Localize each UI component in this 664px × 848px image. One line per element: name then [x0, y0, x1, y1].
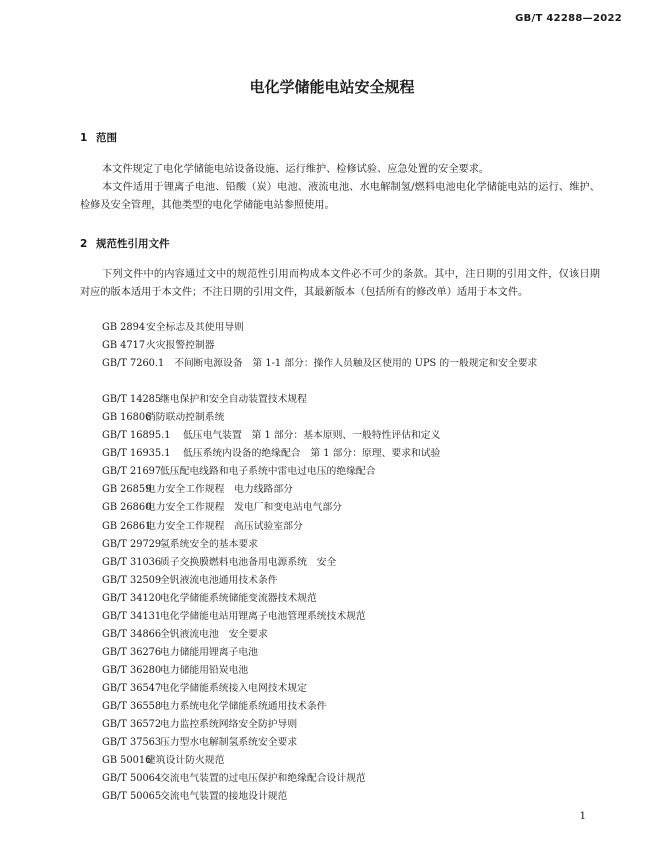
page-number: 1	[579, 811, 586, 822]
reference-title: 火灾报警控制器	[146, 340, 215, 352]
section-number: 2	[80, 238, 88, 250]
reference-code: GB/T 37563	[102, 737, 162, 749]
reference-code: GB/T 21697	[102, 466, 162, 478]
reference-item	[80, 319, 600, 337]
reference-item	[80, 590, 600, 608]
reference-item	[80, 391, 600, 409]
reference-item	[80, 427, 600, 445]
reference-title: 电力安全工作规程 发电厂和变电站电气部分	[146, 502, 342, 514]
reference-item	[80, 734, 600, 752]
reference-title: 低压系统内设备的绝缘配合 第 1 部分：原理、要求和试验	[183, 448, 441, 460]
standard-code: GB/T 42288—2022	[515, 13, 622, 24]
reference-code: GB/T 36558	[102, 700, 162, 712]
reference-title: 电力安全工作规程 高压试验室部分	[146, 520, 303, 532]
reference-title: 交流电气装置的接地设计规范	[160, 791, 288, 803]
reference-code: GB 2894	[102, 322, 146, 333]
reference-code: GB/T 14285	[102, 394, 162, 406]
reference-item	[80, 463, 600, 481]
scope-paragraph-1: 本文件规定了电化学储能电站设备设施、运行维护、检修试验、应急处置的安全要求。	[102, 164, 490, 175]
reference-code: GB/T 16895.1	[102, 430, 171, 442]
reference-code: GB/T 34866	[102, 628, 162, 640]
reference-item	[80, 716, 600, 734]
reference-item	[80, 355, 600, 391]
reference-code: GB/T 16935.1	[102, 448, 171, 460]
reference-code: GB/T 34131	[102, 610, 162, 622]
reference-item	[80, 644, 600, 662]
reference-title: 建筑设计防火规范	[146, 755, 225, 767]
reference-title: 电化学储能系统储能变流器技术规范	[160, 592, 317, 604]
section-heading-normative-references	[80, 236, 170, 251]
reference-title: 电化学储能电站用锂离子电池管理系统技术规范	[160, 610, 366, 622]
reference-code: GB/T 50064	[102, 773, 162, 785]
reference-item	[80, 481, 600, 499]
reference-title: 消防联动控制系统	[146, 412, 225, 424]
section-title: 范围	[96, 132, 117, 144]
reference-code: GB/T 36547	[102, 682, 162, 694]
reference-item	[80, 608, 600, 626]
reference-code: GB 4717	[102, 340, 146, 352]
references-intro-paragraph: 下列文件中的内容通过文中的规范性引用而构成本文件必不可少的条款。其中，注日期的引用文件，仅该日期对应的版本适用于本文件；不注日期的引用文件，其最新版本（包括所有的修改单）适用于本文件。	[80, 269, 600, 298]
reference-title: 全钒液流电池通用技术条件	[160, 574, 278, 586]
reference-item	[80, 572, 600, 590]
reference-item	[80, 698, 600, 716]
reference-item	[80, 626, 600, 644]
reference-code: GB/T 31036	[102, 556, 162, 568]
reference-code: GB 16806	[102, 412, 152, 424]
reference-title: 全钒液流电池 安全要求	[160, 628, 268, 640]
reference-item	[80, 680, 600, 698]
reference-item	[80, 788, 600, 806]
section-title: 规范性引用文件	[96, 238, 170, 250]
reference-item	[80, 752, 600, 770]
reference-title: 压力型水电解制氢系统安全要求	[160, 737, 298, 749]
reference-list	[80, 319, 600, 806]
reference-code: GB/T 36276	[102, 646, 162, 658]
reference-item	[80, 554, 600, 572]
reference-title: 电化学储能系统接入电网技术规定	[160, 682, 307, 694]
reference-code: GB 26860	[102, 502, 152, 514]
reference-code: GB 26861	[102, 520, 152, 532]
reference-item	[80, 445, 600, 463]
section-heading-scope	[80, 130, 117, 145]
reference-code: GB 26859	[102, 484, 152, 496]
section-number: 1	[80, 132, 88, 144]
reference-code: GB/T 32509	[102, 574, 162, 586]
scope-paragraph-2: 本文件适用于锂离子电池、铅酸（炭）电池、液流电池、水电解制氢/燃料电池电化学储能电站的运行、维护、检修及安全管理，其他类型的电化学储能电站参照使用。	[80, 182, 600, 211]
reference-title: 交流电气装置的过电压保护和绝缘配合设计规范	[160, 773, 366, 785]
reference-title: 安全标志及其使用导则	[146, 322, 244, 333]
reference-title: 电力储能用锂离子电池	[160, 646, 258, 658]
reference-item	[80, 662, 600, 680]
reference-title: 电力安全工作规程 电力线路部分	[146, 484, 293, 496]
reference-item	[80, 770, 600, 788]
reference-item	[80, 536, 600, 554]
reference-code: GB/T 7260.1	[102, 358, 165, 370]
reference-title: 质子交换膜燃料电池备用电源系统 安全	[160, 556, 337, 568]
reference-item	[80, 499, 600, 517]
reference-title: 低压电气装置 第 1 部分：基本原则、一般特性评估和定义	[183, 430, 441, 442]
reference-title: 电力系统电化学储能系统通用技术条件	[160, 700, 327, 712]
document-title: 电化学储能电站安全规程	[249, 78, 415, 96]
reference-title: 电力监控系统网络安全防护导则	[160, 719, 298, 731]
reference-title: 电力储能用铅炭电池	[160, 664, 249, 676]
reference-code: GB 50016	[102, 755, 152, 767]
reference-title: 继电保护和安全自动装置技术规程	[160, 394, 307, 406]
reference-code: GB/T 50065	[102, 791, 162, 803]
reference-title: 氢系统安全的基本要求	[160, 538, 258, 550]
reference-title: 低压配电线路和电子系统中雷电过电压的绝缘配合	[160, 466, 376, 478]
reference-code: GB/T 29729	[102, 538, 162, 550]
reference-code: GB/T 36280	[102, 664, 162, 676]
reference-code: GB/T 34120	[102, 592, 162, 604]
reference-item	[80, 409, 600, 427]
reference-code: GB/T 36572	[102, 719, 162, 731]
reference-item	[80, 518, 600, 536]
reference-title: 不间断电源设备 第 1-1 部分：操作人员触及区使用的 UPS 的一般规定和安全要求	[174, 358, 538, 370]
reference-item	[80, 337, 600, 355]
